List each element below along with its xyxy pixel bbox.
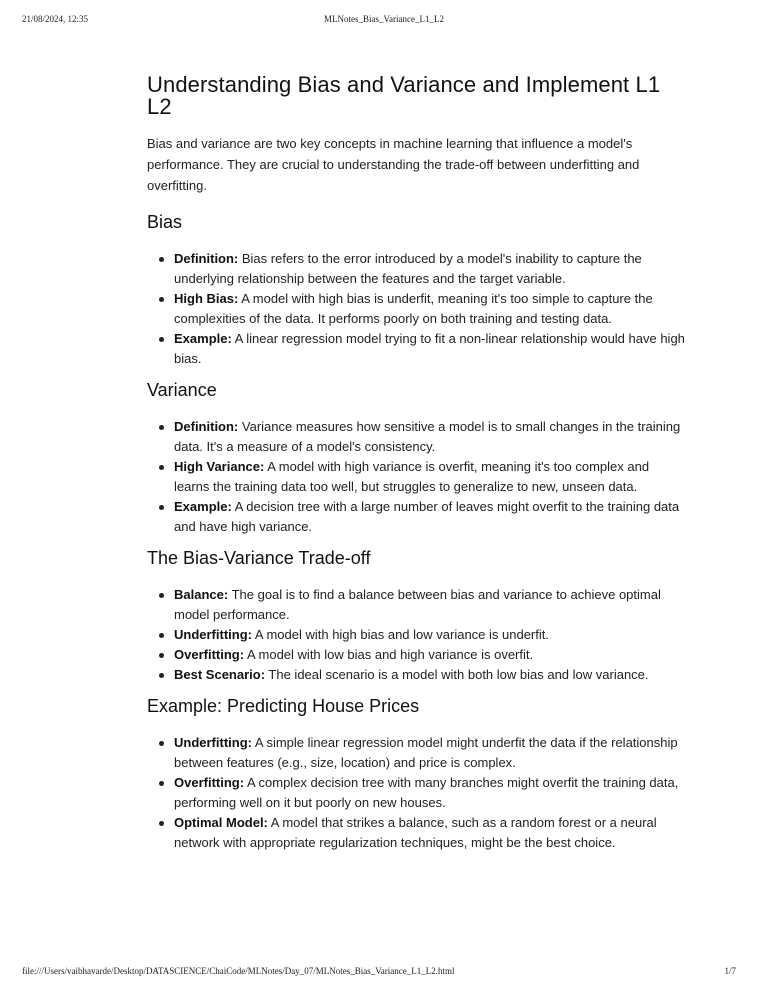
list-item-term: Underfitting: [174,735,252,750]
section-tradeoff [147,547,687,685]
list-item-text: A simple linear regression model might underfit the data if the relationship between features (e.g., size, location) and price is complex. [174,735,678,770]
print-page-number: 1/7 [724,966,736,976]
list-item-term: High Bias: [174,291,239,306]
document-body [147,74,687,863]
list-item-text: The ideal scenario is a model with both low bias and low variance. [265,667,649,682]
print-doc-title: MLNotes_Bias_Variance_L1_L2 [324,14,444,24]
bullet-list [147,417,687,537]
list-item-text: A model with high bias is underfit, meaning it's too simple to capture the complexities of the data. It performs poorly on both training and testing data. [174,291,653,326]
page-title: Understanding Bias and Variance and Implement L1 L2 [147,72,661,119]
list-item-term: Optimal Model: [174,815,268,830]
list-item [174,417,687,457]
list-item-text: A linear regression model trying to fit a non-linear relationship would have high bias. [174,331,685,366]
bullet-list [147,733,687,853]
list-item-term: Overfitting: [174,647,245,662]
list-item-text: A model with high variance is overfit, meaning it's too complex and learns the training data too well, but struggles to generalize to new, unseen data. [174,459,650,494]
list-item [174,665,687,685]
section-heading: Variance [147,380,217,400]
list-item-text: Bias refers to the error introduced by a model's inability to capture the underlying relationship between the features and the target variable. [174,251,642,286]
list-item [174,813,687,853]
list-item [174,497,687,537]
print-file-path: file:///Users/vaibhavarde/Desktop/DATASCIENCE/ChaiCode/MLNotes/Day_07/MLNotes_Bias_Variance_L1_L2.html [22,966,455,976]
list-item-term: Underfitting: [174,627,252,642]
intro-paragraph: Bias and variance are two key concepts in machine learning that influence a model's performance. They are crucial to understanding the trade-off between underfitting and overfitting. [147,136,640,193]
section-heading: The Bias-Variance Trade-off [147,548,371,568]
list-item-text: A decision tree with a large number of leaves might overfit to the training data and have high variance. [174,499,680,534]
bullet-list [147,585,687,685]
list-item [174,625,687,645]
list-item [174,457,687,497]
list-item-text: A model with low bias and high variance is overfit. [244,647,534,662]
list-item-term: Definition: [174,251,239,266]
list-item-term: Example: [174,499,232,514]
list-item-text: The goal is to find a balance between bias and variance to achieve optimal model performance. [174,587,661,622]
list-item-term: Overfitting: [174,775,245,790]
list-item-term: Best Scenario: [174,667,266,682]
section-bias [147,211,687,369]
list-item [174,645,687,665]
list-item-term: High Variance: [174,459,265,474]
section-variance [147,379,687,537]
section-heading: Bias [147,212,183,232]
list-item [174,249,687,289]
list-item-text: Variance measures how sensitive a model is to small changes in the training data. It's a measure of a model's consistency. [174,419,681,454]
list-item-term: Example: [174,331,232,346]
section-house-prices [147,695,687,853]
section-heading: Example: Predicting House Prices [147,696,420,716]
bullet-list [147,249,687,369]
list-item-text: A model with high bias and low variance is underfit. [251,627,549,642]
list-item-term: Balance: [174,587,229,602]
list-item [174,585,687,625]
list-item [174,733,687,773]
list-item-text: A model that strikes a balance, such as a random forest or a neural network with appropriate regularization techniques, might be the best choice. [174,815,657,850]
list-item-term: Definition: [174,419,239,434]
list-item [174,329,687,369]
list-item [174,773,687,813]
print-datetime: 21/08/2024, 12:35 [22,14,89,24]
list-item-text: A complex decision tree with many branches might overfit the training data, performing well on it but poorly on new houses. [174,775,679,810]
list-item [174,289,687,329]
